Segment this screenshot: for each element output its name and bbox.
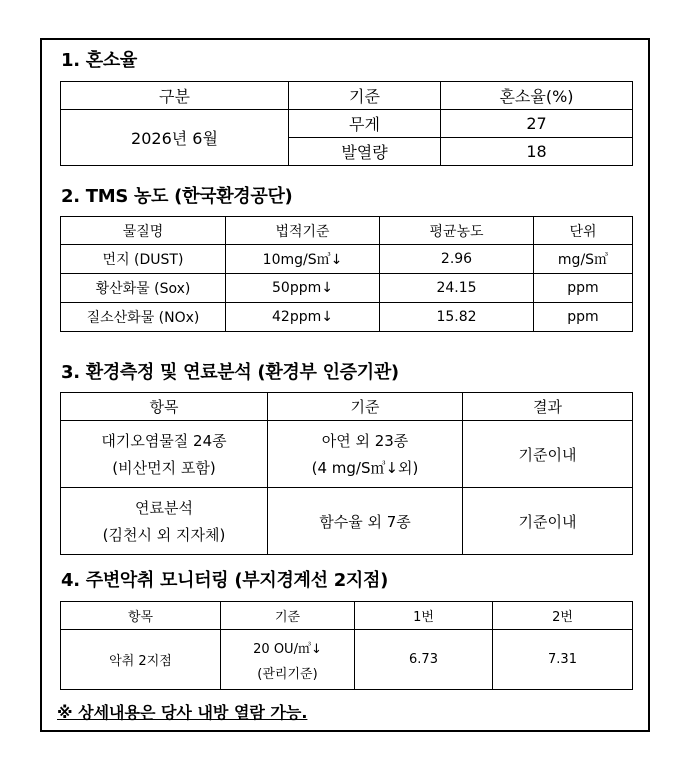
section3-title: 3. 환경측정 및 연료분석 (환경부 인증기관): [61, 362, 399, 383]
odor-basis: 20 OU/㎥↓: [253, 641, 322, 657]
environment-table: [60, 392, 633, 555]
period-cell: 2026년 6월: [61, 110, 289, 166]
table-row: [61, 488, 633, 555]
header-average: 평균농도: [380, 217, 534, 245]
item-cell: [61, 488, 268, 555]
footnote: ※ 상세내용은 당사 내방 열람 가능.: [57, 703, 308, 722]
item-name: 대기오염물질 24종: [101, 432, 227, 450]
item-cell: [61, 421, 268, 488]
item-note: (김천시 외 지자체): [102, 526, 226, 544]
basis-cell: 함수율 외 7종: [268, 488, 463, 555]
header-item: 항목: [61, 393, 268, 421]
header-basis: 기준: [289, 82, 441, 110]
basis-cell: [268, 421, 463, 488]
odor-table: [60, 601, 633, 690]
unit: mg/S㎥: [534, 245, 633, 274]
basis-note: (4 mg/S㎥↓외): [311, 459, 419, 477]
basis-weight: 무게: [289, 110, 441, 138]
basis-heat: 발열량: [289, 138, 441, 166]
header-unit: 단위: [534, 217, 633, 245]
legal-limit: 50ppm↓: [226, 274, 380, 303]
result-cell: 기준이내: [463, 421, 633, 488]
unit: ppm: [534, 303, 633, 332]
header-item: 항목: [61, 602, 221, 630]
header-basis: 기준: [268, 393, 463, 421]
average-value: 15.82: [380, 303, 534, 332]
item-name: 연료분석: [135, 499, 193, 517]
table-row: [61, 245, 633, 274]
cofiring-table: [60, 81, 633, 166]
table-row: [61, 274, 633, 303]
header-category: 구분: [61, 82, 289, 110]
header-point2: 2번: [493, 602, 633, 630]
section4-title: 4. 주변악취 모니터링 (부지경계선 2지점): [61, 570, 389, 591]
value-weight: 27: [441, 110, 633, 138]
odor-point2-value: 7.31: [493, 630, 633, 690]
section1-title: 1. 혼소율: [61, 50, 137, 71]
header-substance: 물질명: [61, 217, 226, 245]
header-legal-limit: 법적기준: [226, 217, 380, 245]
odor-basis-cell: [221, 630, 355, 690]
substance-name: 황산화물 (Sox): [61, 274, 226, 303]
header-cofiring-rate: 혼소율(%): [441, 82, 633, 110]
average-value: 24.15: [380, 274, 534, 303]
header-point1: 1번: [355, 602, 493, 630]
header-basis: 기준: [221, 602, 355, 630]
item-note: (비산먼지 포함): [112, 459, 216, 477]
table-row: [61, 421, 633, 488]
result-cell: 기준이내: [463, 488, 633, 555]
basis-text: 아연 외 23종: [321, 432, 409, 450]
odor-basis-note: (관리기준): [257, 666, 318, 682]
table-row: [61, 630, 633, 690]
section2-title: 2. TMS 농도 (한국환경공단): [61, 186, 293, 207]
table-row: [61, 303, 633, 332]
value-heat: 18: [441, 138, 633, 166]
average-value: 2.96: [380, 245, 534, 274]
report-frame: [40, 38, 650, 732]
odor-point1-value: 6.73: [355, 630, 493, 690]
odor-item: 악취 2지점: [61, 630, 221, 690]
unit: ppm: [534, 274, 633, 303]
legal-limit: 42ppm↓: [226, 303, 380, 332]
header-result: 결과: [463, 393, 633, 421]
substance-name: 먼지 (DUST): [61, 245, 226, 274]
legal-limit: 10mg/S㎥↓: [226, 245, 380, 274]
tms-table: [60, 216, 633, 332]
substance-name: 질소산화물 (NOx): [61, 303, 226, 332]
